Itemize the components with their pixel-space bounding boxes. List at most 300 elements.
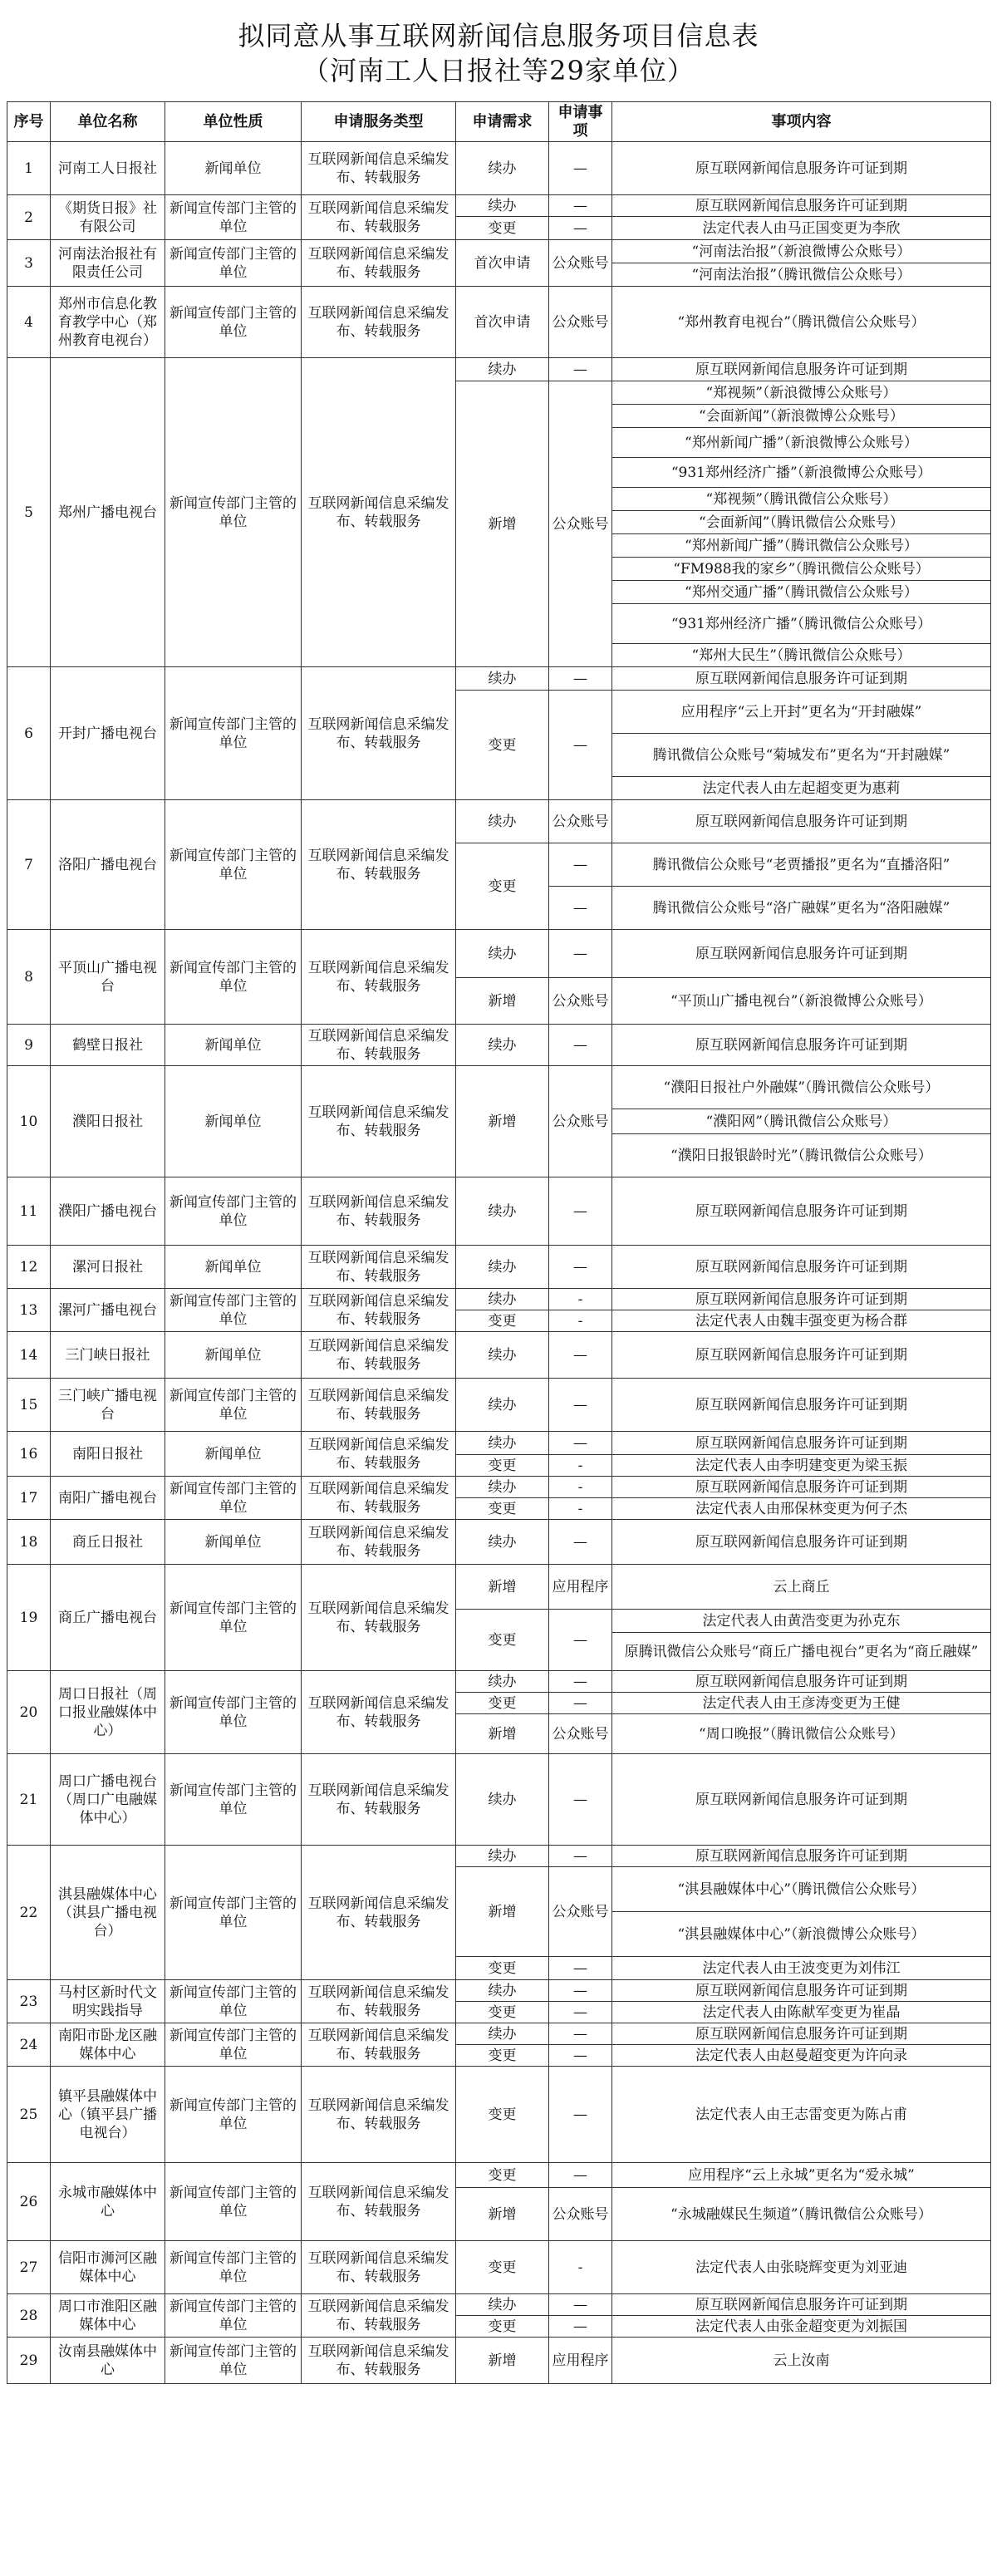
unit-nature: 新闻单位: [165, 1066, 302, 1177]
service-type: 互联网新闻信息采编发布、转载服务: [302, 1980, 456, 2023]
request-item: —: [549, 1177, 612, 1246]
item-content: “郑州新闻广播”（新浪微博公众账号）: [612, 428, 991, 458]
item-content: 原互联网新闻信息服务许可证到期: [612, 1289, 991, 1310]
service-type: 互联网新闻信息采编发布、转载服务: [302, 358, 456, 667]
unit-name: 永城市融媒体中心: [51, 2163, 165, 2241]
title-line-2: （河南工人日报社等29家单位）: [302, 55, 695, 86]
table-row: [7, 800, 991, 843]
request-need: 变更: [456, 1455, 549, 1477]
item-content: 原互联网新闻信息服务许可证到期: [612, 2023, 991, 2045]
service-type: 互联网新闻信息采编发布、转载服务: [302, 142, 456, 195]
item-content: “河南法治报”（新浪微博公众账号）: [612, 240, 991, 263]
row-number: 13: [7, 1289, 51, 1332]
request-item: —: [549, 667, 612, 691]
item-content: 原互联网新闻信息服务许可证到期: [612, 1980, 991, 2002]
item-content: 腾讯微信公众账号“菊城发布”更名为“开封融媒”: [612, 734, 991, 777]
unit-nature: 新闻宣传部门主管的单位: [165, 1177, 302, 1246]
request-need: 续办: [456, 2294, 549, 2316]
item-content: “FM988我的家乡”（腾讯微信公众账号）: [612, 558, 991, 581]
request-item: —: [549, 2002, 612, 2023]
unit-nature: 新闻宣传部门主管的单位: [165, 1289, 302, 1332]
service-type: 互联网新闻信息采编发布、转载服务: [302, 240, 456, 287]
header-cell: 事项内容: [612, 102, 991, 142]
unit-name: 商丘日报社: [51, 1520, 165, 1565]
table-row: [7, 2023, 991, 2045]
service-type: 互联网新闻信息采编发布、转载服务: [302, 1066, 456, 1177]
table-row: [7, 358, 991, 381]
item-content: 法定代表人由张金超变更为刘振国: [612, 2316, 991, 2338]
request-item: 公众账号: [549, 1066, 612, 1177]
unit-nature: 新闻宣传部门主管的单位: [165, 2023, 302, 2067]
request-need: 续办: [456, 1477, 549, 1498]
request-need: 变更: [456, 691, 549, 800]
request-item: 公众账号: [549, 800, 612, 843]
request-item: -: [549, 2241, 612, 2294]
unit-name: 郑州市信息化教育教学中心（郑州教育电视台）: [51, 287, 165, 358]
table-row: [7, 195, 991, 217]
unit-name: 洛阳广播电视台: [51, 800, 165, 930]
table-row: [7, 1066, 991, 1109]
item-content: 法定代表人由王志雷变更为陈占甫: [612, 2067, 991, 2163]
row-number: 20: [7, 1671, 51, 1754]
item-content: “平顶山广播电视台”（新浪微博公众账号）: [612, 978, 991, 1025]
item-content: “郑州教育电视台”（腾讯微信公众账号）: [612, 287, 991, 358]
table-row: [7, 287, 991, 358]
request-need: 变更: [456, 1498, 549, 1520]
request-need: 变更: [456, 1693, 549, 1714]
row-number: 1: [7, 142, 51, 195]
unit-nature: 新闻宣传部门主管的单位: [165, 1379, 302, 1432]
request-item: —: [549, 2023, 612, 2045]
unit-nature: 新闻宣传部门主管的单位: [165, 2067, 302, 2163]
service-type: 互联网新闻信息采编发布、转载服务: [302, 1520, 456, 1565]
row-number: 6: [7, 667, 51, 800]
request-item: —: [549, 1432, 612, 1455]
unit-nature: 新闻宣传部门主管的单位: [165, 2241, 302, 2294]
service-type: 互联网新闻信息采编发布、转载服务: [302, 1332, 456, 1379]
header-cell: 单位性质: [165, 102, 302, 142]
row-number: 18: [7, 1520, 51, 1565]
request-need: 续办: [456, 667, 549, 691]
request-need: 新增: [456, 381, 549, 667]
info-table: [7, 101, 991, 2384]
request-need: 变更: [456, 217, 549, 240]
item-content: 原互联网新闻信息服务许可证到期: [612, 1177, 991, 1246]
service-type: 互联网新闻信息采编发布、转载服务: [302, 1246, 456, 1289]
request-need: 变更: [456, 2163, 549, 2188]
item-content: 原互联网新闻信息服务许可证到期: [612, 195, 991, 217]
table-row: [7, 1520, 991, 1565]
header-cell: 申请事项: [549, 102, 612, 142]
item-content: 原互联网新闻信息服务许可证到期: [612, 1671, 991, 1693]
table-row: [7, 1980, 991, 2002]
item-content: 法定代表人由陈献军变更为崔晶: [612, 2002, 991, 2023]
request-need: 续办: [456, 1332, 549, 1379]
request-need: 新增: [456, 1714, 549, 1754]
unit-nature: 新闻宣传部门主管的单位: [165, 287, 302, 358]
unit-nature: 新闻宣传部门主管的单位: [165, 2294, 302, 2338]
table-row: [7, 1379, 991, 1432]
unit-name: 周口广播电视台（周口广电融媒体中心）: [51, 1754, 165, 1846]
row-number: 3: [7, 240, 51, 287]
unit-name: 信阳市浉河区融媒体中心: [51, 2241, 165, 2294]
service-type: 互联网新闻信息采编发布、转载服务: [302, 2163, 456, 2241]
item-content: 应用程序“云上开封”更名为“开封融媒”: [612, 691, 991, 734]
table-row: [7, 1025, 991, 1066]
row-number: 26: [7, 2163, 51, 2241]
request-need: 新增: [456, 1867, 549, 1957]
request-item: —: [549, 2294, 612, 2316]
service-type: 互联网新闻信息采编发布、转载服务: [302, 1177, 456, 1246]
request-need: 变更: [456, 1610, 549, 1671]
table-row: [7, 2067, 991, 2163]
request-need: 变更: [456, 2045, 549, 2067]
unit-nature: 新闻宣传部门主管的单位: [165, 1846, 302, 1980]
request-item: —: [549, 2163, 612, 2188]
unit-nature: 新闻宣传部门主管的单位: [165, 1754, 302, 1846]
request-item: —: [549, 1846, 612, 1867]
item-content: 原互联网新闻信息服务许可证到期: [612, 1520, 991, 1565]
request-item: 公众账号: [549, 2188, 612, 2241]
item-content: “郑州新闻广播”（腾讯微信公众账号）: [612, 534, 991, 558]
row-number: 2: [7, 195, 51, 240]
request-need: 续办: [456, 1980, 549, 2002]
item-content: “郑州交通广播”（腾讯微信公众账号）: [612, 581, 991, 604]
request-item: —: [549, 1957, 612, 1980]
request-need: 续办: [456, 1246, 549, 1289]
unit-name: 平顶山广播电视台: [51, 930, 165, 1025]
row-number: 17: [7, 1477, 51, 1520]
request-need: 变更: [456, 1310, 549, 1332]
item-content: 法定代表人由黄浩变更为孙克东: [612, 1610, 991, 1633]
item-content: “郑州大民生”（腾讯微信公众账号）: [612, 644, 991, 667]
unit-nature: 新闻单位: [165, 1246, 302, 1289]
service-type: 互联网新闻信息采编发布、转载服务: [302, 2294, 456, 2338]
item-content: “濮阳日报社户外融媒”（腾讯微信公众账号）: [612, 1066, 991, 1109]
table-body: [7, 142, 991, 2384]
unit-name: 周口日报社（周口报业融媒体中心）: [51, 1671, 165, 1754]
request-need: 变更: [456, 2316, 549, 2338]
table-row: [7, 1432, 991, 1455]
unit-name: 周口市淮阳区融媒体中心: [51, 2294, 165, 2338]
request-item: —: [549, 358, 612, 381]
item-content: 法定代表人由王波变更为刘伟江: [612, 1957, 991, 1980]
service-type: 互联网新闻信息采编发布、转载服务: [302, 1025, 456, 1066]
item-content: 原互联网新闻信息服务许可证到期: [612, 1754, 991, 1846]
unit-name: 濮阳广播电视台: [51, 1177, 165, 1246]
row-number: 25: [7, 2067, 51, 2163]
row-number: 12: [7, 1246, 51, 1289]
request-item: —: [549, 691, 612, 800]
request-item: 公众账号: [549, 978, 612, 1025]
unit-name: 南阳市卧龙区融媒体中心: [51, 2023, 165, 2067]
service-type: 互联网新闻信息采编发布、转载服务: [302, 1671, 456, 1754]
unit-nature: 新闻宣传部门主管的单位: [165, 1671, 302, 1754]
unit-nature: 新闻宣传部门主管的单位: [165, 358, 302, 667]
unit-nature: 新闻宣传部门主管的单位: [165, 240, 302, 287]
request-need: 新增: [456, 2338, 549, 2384]
table-row: [7, 1289, 991, 1310]
service-type: 互联网新闻信息采编发布、转载服务: [302, 2241, 456, 2294]
header-cell: 单位名称: [51, 102, 165, 142]
header-cell: 申请服务类型: [302, 102, 456, 142]
unit-nature: 新闻宣传部门主管的单位: [165, 930, 302, 1025]
service-type: 互联网新闻信息采编发布、转载服务: [302, 930, 456, 1025]
unit-nature: 新闻宣传部门主管的单位: [165, 1565, 302, 1671]
row-number: 27: [7, 2241, 51, 2294]
item-content: 原互联网新闻信息服务许可证到期: [612, 1025, 991, 1066]
row-number: 10: [7, 1066, 51, 1177]
item-content: 腾讯微信公众账号“洛广融媒”更名为“洛阳融媒”: [612, 887, 991, 930]
service-type: 互联网新闻信息采编发布、转载服务: [302, 2023, 456, 2067]
unit-name: 漯河广播电视台: [51, 1289, 165, 1332]
request-item: —: [549, 1379, 612, 1432]
request-need: 续办: [456, 800, 549, 843]
unit-name: 开封广播电视台: [51, 667, 165, 800]
request-item: 公众账号: [549, 381, 612, 667]
row-number: 23: [7, 1980, 51, 2023]
unit-name: 镇平县融媒体中心（镇平县广播电视台）: [51, 2067, 165, 2163]
row-number: 8: [7, 930, 51, 1025]
request-need: 续办: [456, 195, 549, 217]
row-number: 19: [7, 1565, 51, 1671]
unit-nature: 新闻宣传部门主管的单位: [165, 2163, 302, 2241]
unit-name: 南阳广播电视台: [51, 1477, 165, 1520]
item-content: 法定代表人由赵曼超变更为许向录: [612, 2045, 991, 2067]
service-type: 互联网新闻信息采编发布、转载服务: [302, 1477, 456, 1520]
request-need: 续办: [456, 1432, 549, 1455]
service-type: 互联网新闻信息采编发布、转载服务: [302, 195, 456, 240]
request-item: —: [549, 843, 612, 887]
request-item: —: [549, 217, 612, 240]
row-number: 7: [7, 800, 51, 930]
unit-nature: 新闻单位: [165, 1432, 302, 1477]
request-need: 续办: [456, 1671, 549, 1693]
request-need: 续办: [456, 142, 549, 195]
item-content: “931郑州经济广播”（新浪微博公众账号）: [612, 458, 991, 488]
request-item: —: [549, 2316, 612, 2338]
row-number: 5: [7, 358, 51, 667]
table-row: [7, 1477, 991, 1498]
row-number: 9: [7, 1025, 51, 1066]
document-title: [0, 18, 997, 88]
request-need: 首次申请: [456, 240, 549, 287]
unit-name: 三门峡广播电视台: [51, 1379, 165, 1432]
request-need: 新增: [456, 1066, 549, 1177]
request-item: —: [549, 1754, 612, 1846]
request-item: —: [549, 887, 612, 930]
service-type: 互联网新闻信息采编发布、转载服务: [302, 1289, 456, 1332]
unit-name: 商丘广播电视台: [51, 1565, 165, 1671]
request-item: 公众账号: [549, 240, 612, 287]
unit-name: 河南工人日报社: [51, 142, 165, 195]
unit-nature: 新闻单位: [165, 1025, 302, 1066]
unit-nature: 新闻宣传部门主管的单位: [165, 195, 302, 240]
request-item: —: [549, 1025, 612, 1066]
item-content: “会面新闻”（腾讯微信公众账号）: [612, 511, 991, 534]
service-type: 互联网新闻信息采编发布、转载服务: [302, 2067, 456, 2163]
item-content: 原互联网新闻信息服务许可证到期: [612, 1379, 991, 1432]
request-need: 续办: [456, 930, 549, 978]
request-need: 新增: [456, 1565, 549, 1610]
request-need: 新增: [456, 978, 549, 1025]
item-content: 原互联网新闻信息服务许可证到期: [612, 1477, 991, 1498]
request-item: —: [549, 1246, 612, 1289]
table-row: [7, 142, 991, 195]
service-type: 互联网新闻信息采编发布、转载服务: [302, 667, 456, 800]
item-content: 法定代表人由张晓辉变更为刘亚迪: [612, 2241, 991, 2294]
service-type: 互联网新闻信息采编发布、转载服务: [302, 800, 456, 930]
table-row: [7, 2163, 991, 2188]
row-number: 24: [7, 2023, 51, 2067]
request-need: 续办: [456, 2023, 549, 2045]
item-content: 云上汝南: [612, 2338, 991, 2384]
request-item: —: [549, 2067, 612, 2163]
table-row: [7, 667, 991, 691]
row-number: 11: [7, 1177, 51, 1246]
service-type: 互联网新闻信息采编发布、转载服务: [302, 2338, 456, 2384]
unit-name: 濮阳日报社: [51, 1066, 165, 1177]
request-need: 续办: [456, 1025, 549, 1066]
request-item: -: [549, 1289, 612, 1310]
request-item: 公众账号: [549, 287, 612, 358]
row-number: 28: [7, 2294, 51, 2338]
unit-name: 河南法治报社有限责任公司: [51, 240, 165, 287]
table-row: [7, 2294, 991, 2316]
item-content: 法定代表人由马正国变更为李欣: [612, 217, 991, 240]
service-type: 互联网新闻信息采编发布、转载服务: [302, 1846, 456, 1980]
table-row: [7, 1846, 991, 1867]
item-content: 原互联网新闻信息服务许可证到期: [612, 1246, 991, 1289]
request-need: 变更: [456, 843, 549, 930]
request-item: -: [549, 1498, 612, 1520]
item-content: 应用程序“云上永城”更名为“爱永城”: [612, 2163, 991, 2188]
service-type: 互联网新闻信息采编发布、转载服务: [302, 1754, 456, 1846]
table-header-row: [7, 102, 991, 142]
unit-name: 马村区新时代文明实践指导: [51, 1980, 165, 2023]
unit-name: 南阳日报社: [51, 1432, 165, 1477]
request-item: 应用程序: [549, 1565, 612, 1610]
unit-name: 汝南县融媒体中心: [51, 2338, 165, 2384]
request-item: —: [549, 1332, 612, 1379]
request-need: 变更: [456, 2067, 549, 2163]
unit-nature: 新闻宣传部门主管的单位: [165, 1980, 302, 2023]
request-item: —: [549, 1693, 612, 1714]
service-type: 互联网新闻信息采编发布、转载服务: [302, 287, 456, 358]
unit-nature: 新闻宣传部门主管的单位: [165, 667, 302, 800]
row-number: 15: [7, 1379, 51, 1432]
request-need: 首次申请: [456, 287, 549, 358]
request-item: -: [549, 1455, 612, 1477]
table-row: [7, 2338, 991, 2384]
table-row: [7, 1565, 991, 1610]
request-need: 续办: [456, 1289, 549, 1310]
request-need: 变更: [456, 1957, 549, 1980]
request-item: 应用程序: [549, 2338, 612, 2384]
unit-nature: 新闻宣传部门主管的单位: [165, 2338, 302, 2384]
table-row: [7, 1754, 991, 1846]
item-content: “931郑州经济广播”（腾讯微信公众账号）: [612, 604, 991, 644]
row-number: 4: [7, 287, 51, 358]
item-content: 原互联网新闻信息服务许可证到期: [612, 667, 991, 691]
request-item: —: [549, 1980, 612, 2002]
request-need: 变更: [456, 2002, 549, 2023]
item-content: 法定代表人由李明建变更为梁玉振: [612, 1455, 991, 1477]
unit-nature: 新闻单位: [165, 142, 302, 195]
table-row: [7, 2241, 991, 2294]
item-content: 原腾讯微信公众账号“商丘广播电视台”更名为“商丘融媒”: [612, 1633, 991, 1671]
item-content: 原互联网新闻信息服务许可证到期: [612, 1432, 991, 1455]
unit-nature: 新闻单位: [165, 1520, 302, 1565]
table-row: [7, 1332, 991, 1379]
request-item: -: [549, 1310, 612, 1332]
unit-name: 《期货日报》社有限公司: [51, 195, 165, 240]
row-number: 21: [7, 1754, 51, 1846]
item-content: 原互联网新闻信息服务许可证到期: [612, 930, 991, 978]
request-item: -: [549, 1477, 612, 1498]
request-item: —: [549, 930, 612, 978]
request-need: 变更: [456, 2241, 549, 2294]
item-content: “濮阳日报银龄时光”（腾讯微信公众账号）: [612, 1134, 991, 1177]
unit-nature: 新闻宣传部门主管的单位: [165, 800, 302, 930]
item-content: 原互联网新闻信息服务许可证到期: [612, 1846, 991, 1867]
request-need: 续办: [456, 358, 549, 381]
request-item: 公众账号: [549, 1714, 612, 1754]
request-item: 公众账号: [549, 1867, 612, 1957]
item-content: “郑视频”（新浪微博公众账号）: [612, 381, 991, 405]
row-number: 16: [7, 1432, 51, 1477]
request-need: 续办: [456, 1754, 549, 1846]
table-row: [7, 930, 991, 978]
item-content: 法定代表人由魏丰强变更为杨合群: [612, 1310, 991, 1332]
request-need: 新增: [456, 2188, 549, 2241]
item-content: “郑视频”（腾讯微信公众账号）: [612, 488, 991, 511]
table-row: [7, 1671, 991, 1693]
item-content: “会面新闻”（新浪微博公众账号）: [612, 405, 991, 428]
item-content: 云上商丘: [612, 1565, 991, 1610]
header-cell: 序号: [7, 102, 51, 142]
item-content: 原互联网新闻信息服务许可证到期: [612, 800, 991, 843]
item-content: “淇县融媒体中心”（新浪微博公众账号）: [612, 1912, 991, 1957]
service-type: 互联网新闻信息采编发布、转载服务: [302, 1432, 456, 1477]
unit-name: 郑州广播电视台: [51, 358, 165, 667]
item-content: 法定代表人由左起超变更为惠莉: [612, 777, 991, 800]
request-need: 续办: [456, 1177, 549, 1246]
row-number: 22: [7, 1846, 51, 1980]
request-item: —: [549, 142, 612, 195]
table-row: [7, 1246, 991, 1289]
unit-name: 淇县融媒体中心（淇县广播电视台）: [51, 1846, 165, 1980]
request-need: 续办: [456, 1379, 549, 1432]
table-row: [7, 1177, 991, 1246]
request-need: 续办: [456, 1520, 549, 1565]
item-content: 原互联网新闻信息服务许可证到期: [612, 1332, 991, 1379]
unit-nature: 新闻单位: [165, 1332, 302, 1379]
item-content: “永城融媒民生频道”（腾讯微信公众账号）: [612, 2188, 991, 2241]
item-content: 原互联网新闻信息服务许可证到期: [612, 358, 991, 381]
item-content: 腾讯微信公众账号“老贾播报”更名为“直播洛阳”: [612, 843, 991, 887]
service-type: 互联网新闻信息采编发布、转载服务: [302, 1565, 456, 1671]
request-item: —: [549, 1520, 612, 1565]
item-content: 法定代表人由邢保林变更为何子杰: [612, 1498, 991, 1520]
item-content: “河南法治报”（腾讯微信公众账号）: [612, 263, 991, 287]
item-content: 原互联网新闻信息服务许可证到期: [612, 142, 991, 195]
unit-name: 三门峡日报社: [51, 1332, 165, 1379]
request-item: —: [549, 195, 612, 217]
title-line-1: 拟同意从事互联网新闻信息服务项目信息表: [238, 20, 759, 52]
item-content: “淇县融媒体中心”（腾讯微信公众账号）: [612, 1867, 991, 1912]
unit-name: 漯河日报社: [51, 1246, 165, 1289]
